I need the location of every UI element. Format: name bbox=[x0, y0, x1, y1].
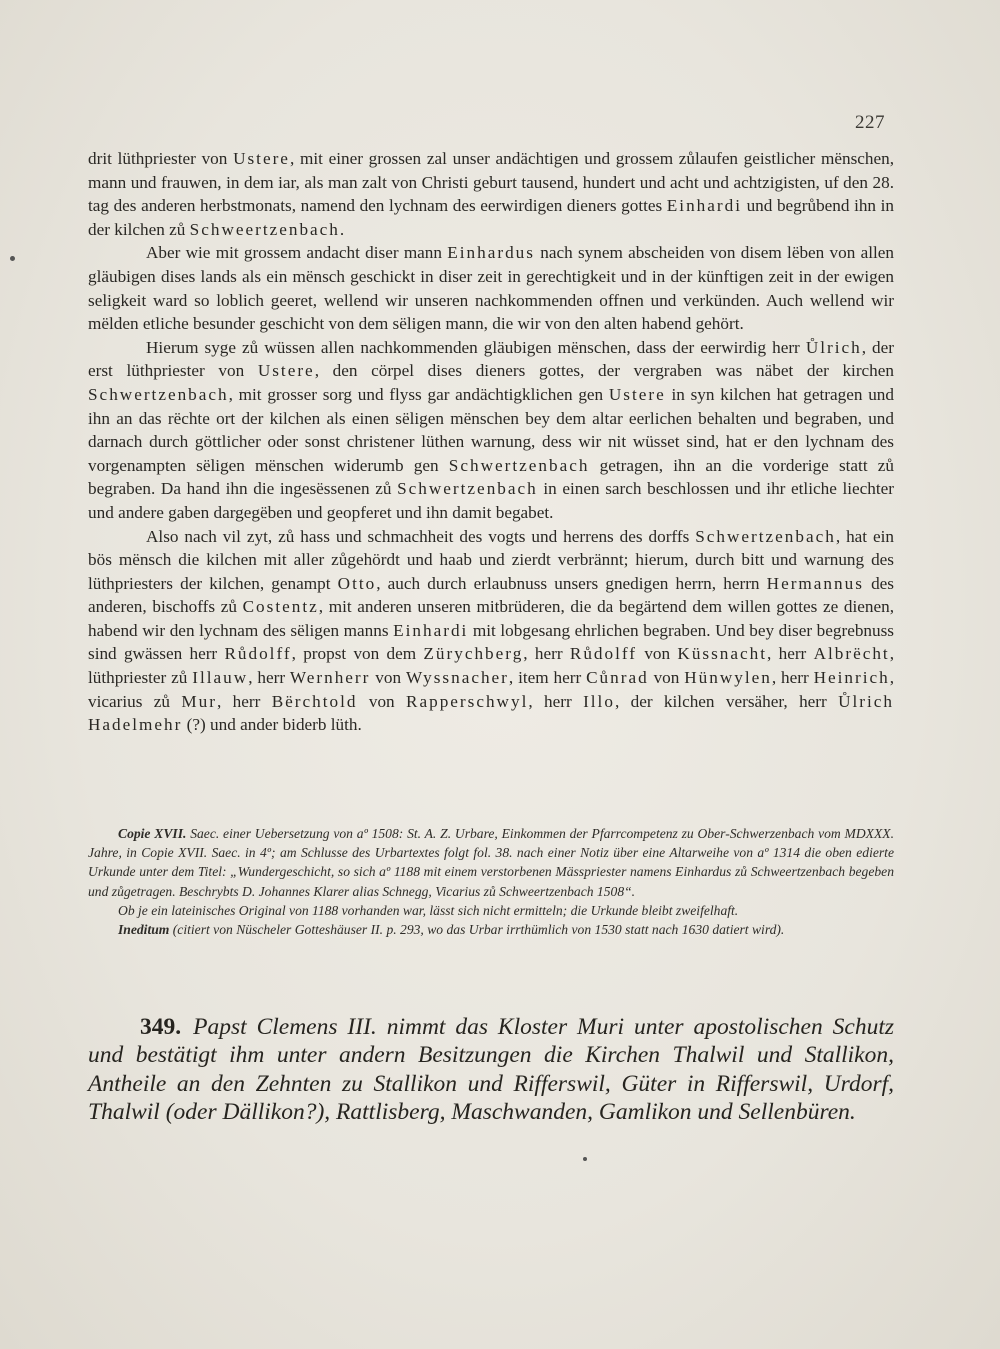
spaced-name: Hünwylen bbox=[684, 668, 772, 688]
text-run: getragen, ihn an die vorderige statt zů begraben. Da hand ihn die ingesëssenen zů bbox=[88, 455, 894, 499]
text-run: drit lüthpriester von bbox=[88, 149, 234, 168]
text-run: von bbox=[648, 668, 685, 688]
note-lead: Ineditum bbox=[118, 922, 170, 938]
spaced-name: Růdolff bbox=[569, 644, 638, 664]
spaced-name: Wyssnacher bbox=[405, 668, 509, 688]
spaced-name: Illo bbox=[583, 691, 615, 711]
spaced-name: Einhardi bbox=[666, 196, 742, 216]
document-number: 349. bbox=[140, 1014, 182, 1040]
text-run: , herr bbox=[523, 644, 570, 664]
text-run: in einen sarch beschlossen und ihr etliche liechter und andere gaben dargegëben und geopferet und ihn damit begabet. bbox=[88, 479, 894, 522]
spaced-name: Ustere bbox=[608, 384, 666, 404]
text-run: Also nach vil zyt, zů hass und schmachheit des vogts und herrens des dorffs bbox=[146, 526, 696, 546]
note-edition bbox=[88, 920, 894, 939]
text-run: , herr bbox=[528, 691, 584, 711]
text-run: von bbox=[637, 644, 678, 664]
text-run: mit lobgesang ehrlichen begraben. Und bey diser begrebnuss sind gwässen herr bbox=[88, 620, 894, 664]
text-run: , vicarius zů bbox=[88, 668, 895, 711]
text-run: in syn kilchen hat getragen und ihn an das rëchte ort der kilchen als einen sëligen mënschen bey dem altar eerlichen behalten und begraben, und darnach durch göttlicher oder sonst christener lüthen warnung, dess wir nit wüsset sind, hat er den lychnam des vorgenampten sëligen mënschen widerumb gen bbox=[88, 384, 894, 475]
spaced-name: Ustere bbox=[233, 149, 290, 168]
text-run: , mit anderen unseren mitbrüderen, die da begärtend dem willen gottes ze dienen, habend wir den lychnam des sëligen manns bbox=[88, 597, 894, 640]
text-run: Aber wie mit grossem andacht diser mann bbox=[146, 243, 448, 263]
scan-speck bbox=[583, 1157, 587, 1161]
spaced-name: Einhardi bbox=[393, 620, 469, 640]
spaced-name: Wernherr bbox=[289, 668, 371, 688]
spaced-name: Schwertzenbach bbox=[88, 384, 229, 404]
spaced-name: Růdolff bbox=[224, 644, 292, 664]
text-run: des anderen, bischoffs zů bbox=[88, 573, 894, 617]
spaced-name: Hermannus bbox=[766, 573, 864, 593]
paragraph-3 bbox=[88, 336, 894, 525]
spaced-name: Schwertzenbach bbox=[695, 526, 836, 546]
spaced-name: Rapperschwyl bbox=[406, 691, 529, 711]
text-run: (?) und ander biderb lüth. bbox=[182, 715, 362, 735]
paragraph-2 bbox=[88, 241, 894, 335]
text-run: . bbox=[339, 219, 345, 239]
note-text: Saec. einer Uebersetzung von aº 1508: St. A. Z. Urbare, Einkommen der Pfarrcompetenz zu Ober-Schwerzenbach vom MDXXX. Jahre, in Copie XVII. Saec. in 4º; am Schlusse des Urbartextes folgt fol. 38. nach einer Notiz über eine Altarweihe von aº 1314 die oben edierte Urkunde unter dem Titel: „Wundergeschicht, so sich aº 1188 mit einem verstorbenen Mässpriester namens Einhardus zů Schweertzenbach begeben und zůgetragen. Beschrybts D. Johannes Klarer alias Schnegg, Vicarius zů Schweertzenbach 1508“. bbox=[88, 826, 894, 899]
spaced-name: Illauw bbox=[192, 668, 249, 688]
text-run: , herr bbox=[771, 668, 814, 688]
spaced-name: Zürychberg bbox=[423, 644, 524, 664]
document-heading bbox=[88, 1013, 894, 1127]
spaced-name: Heinrich bbox=[813, 668, 890, 688]
text-run: von bbox=[370, 668, 406, 688]
text-run: , auch durch erlaubnuss unsers gnedigen herrn, herrn bbox=[376, 573, 767, 593]
spaced-name: Ůlrich bbox=[805, 337, 862, 357]
spaced-name: Mur bbox=[181, 691, 217, 711]
text-run: , propst von dem bbox=[291, 644, 424, 664]
text-run: , lüthpriester zů bbox=[88, 644, 895, 688]
text-run: und begrůbend ihn in der kilchen zů bbox=[88, 196, 894, 239]
spaced-name: Otto bbox=[337, 573, 377, 593]
spaced-name: Costentz bbox=[242, 597, 319, 617]
text-run: nach synem abscheiden von disem lëben von allen gläubigen dises lands als ein mënsch geschickt in diser zeit in gerechtigkeit und in der künftigen zeit in der ewigen seligkeit ward so loblich geeret, wellend wir unseren nachkommenden offnen und verkünden. Auch wellend wir mëlden etliche besunder geschicht von dem sëligen mann, die wir von den alten habend gehört. bbox=[88, 243, 894, 334]
text-run: , der kilchen versäher, herr bbox=[614, 691, 839, 711]
text-run: , hat ein bös mënsch die kilchen mit aller zůgehördt und haab und zierdt verbrännt; hierum, durch bitt und warnung des lüthpriesters der kilchen, genampt bbox=[88, 526, 895, 593]
spaced-name: Schwertzenbach bbox=[448, 455, 590, 475]
spaced-name: Küssnacht bbox=[677, 644, 768, 664]
spaced-name: Schweertzenbach bbox=[189, 219, 340, 239]
text-run: , mit einer grossen zal unser andächtigen und grossem zůlaufen geistlicher mënschen, mann und frauwen, in dem iar, als man zalt von Christi geburt tausend, hundert und acht und achtzigisten, uf den 28. tag des anderen herbstmonats, namend den lychnam des eerwirdigen dieners gottes bbox=[88, 149, 894, 216]
spaced-name: Ůlrich Hadelmehr bbox=[88, 691, 895, 735]
spaced-name: Schwertzenbach bbox=[397, 479, 538, 499]
note-source bbox=[88, 824, 894, 901]
heading-text: Papst Clemens III. nimmt das Kloster Muri unter apostolischen Schutz und bestätigt ihm unter andern Besitzungen die Kirchen Thalwil und Stallikon, Antheile an den Zehnten zu Stallikon und Rifferswil, Güter in Rifferswil, Urdorf, Thalwil (oder Dällikon?), Rattlisberg, Maschwanden, Gamlikon und Sellenbüren. bbox=[88, 1014, 894, 1126]
paragraph-1 bbox=[88, 147, 894, 241]
source-notes bbox=[88, 824, 894, 939]
text-run: von bbox=[357, 691, 407, 711]
spaced-name: Bërchtold bbox=[271, 691, 358, 711]
text-run: , der erst lüthpriester von bbox=[88, 337, 895, 381]
spaced-name: Ustere bbox=[257, 361, 315, 381]
note-lead: Copie XVII. bbox=[118, 826, 187, 841]
text-run: , mit grosser sorg und flyss gar andächtigklichen gen bbox=[228, 384, 609, 404]
scan-speck bbox=[10, 256, 15, 261]
text-run: Hierum syge zů wüssen allen nachkommenden gläubigen mënschen, dass der eerwirdig herr bbox=[146, 337, 806, 357]
text-run: , item herr bbox=[508, 668, 587, 688]
text-run: , den cörpel dises dieners gottes, der vergraben was näbet der kirchen bbox=[314, 361, 895, 381]
note-original: Ob je ein lateinisches Original von 1188 vorhanden war, lässt sich nicht ermitteln; die Urkunde bleibt zweifelhaft. bbox=[118, 902, 739, 918]
text-run: , herr bbox=[216, 691, 272, 711]
note-text: (citiert von Nüscheler Gotteshäuser II. p. 293, wo das Urbar irrthümlich von 1530 statt nach 1630 datiert wird). bbox=[169, 922, 785, 938]
spaced-name: Albrëcht bbox=[813, 644, 890, 664]
spaced-name: Einhardus bbox=[447, 243, 535, 263]
paragraph-4 bbox=[88, 525, 894, 737]
text-run: , herr bbox=[767, 644, 814, 664]
document-body bbox=[88, 147, 894, 737]
page-number: 227 bbox=[855, 112, 885, 133]
spaced-name: Cůnrad bbox=[586, 668, 649, 688]
text-run: , herr bbox=[248, 668, 290, 688]
